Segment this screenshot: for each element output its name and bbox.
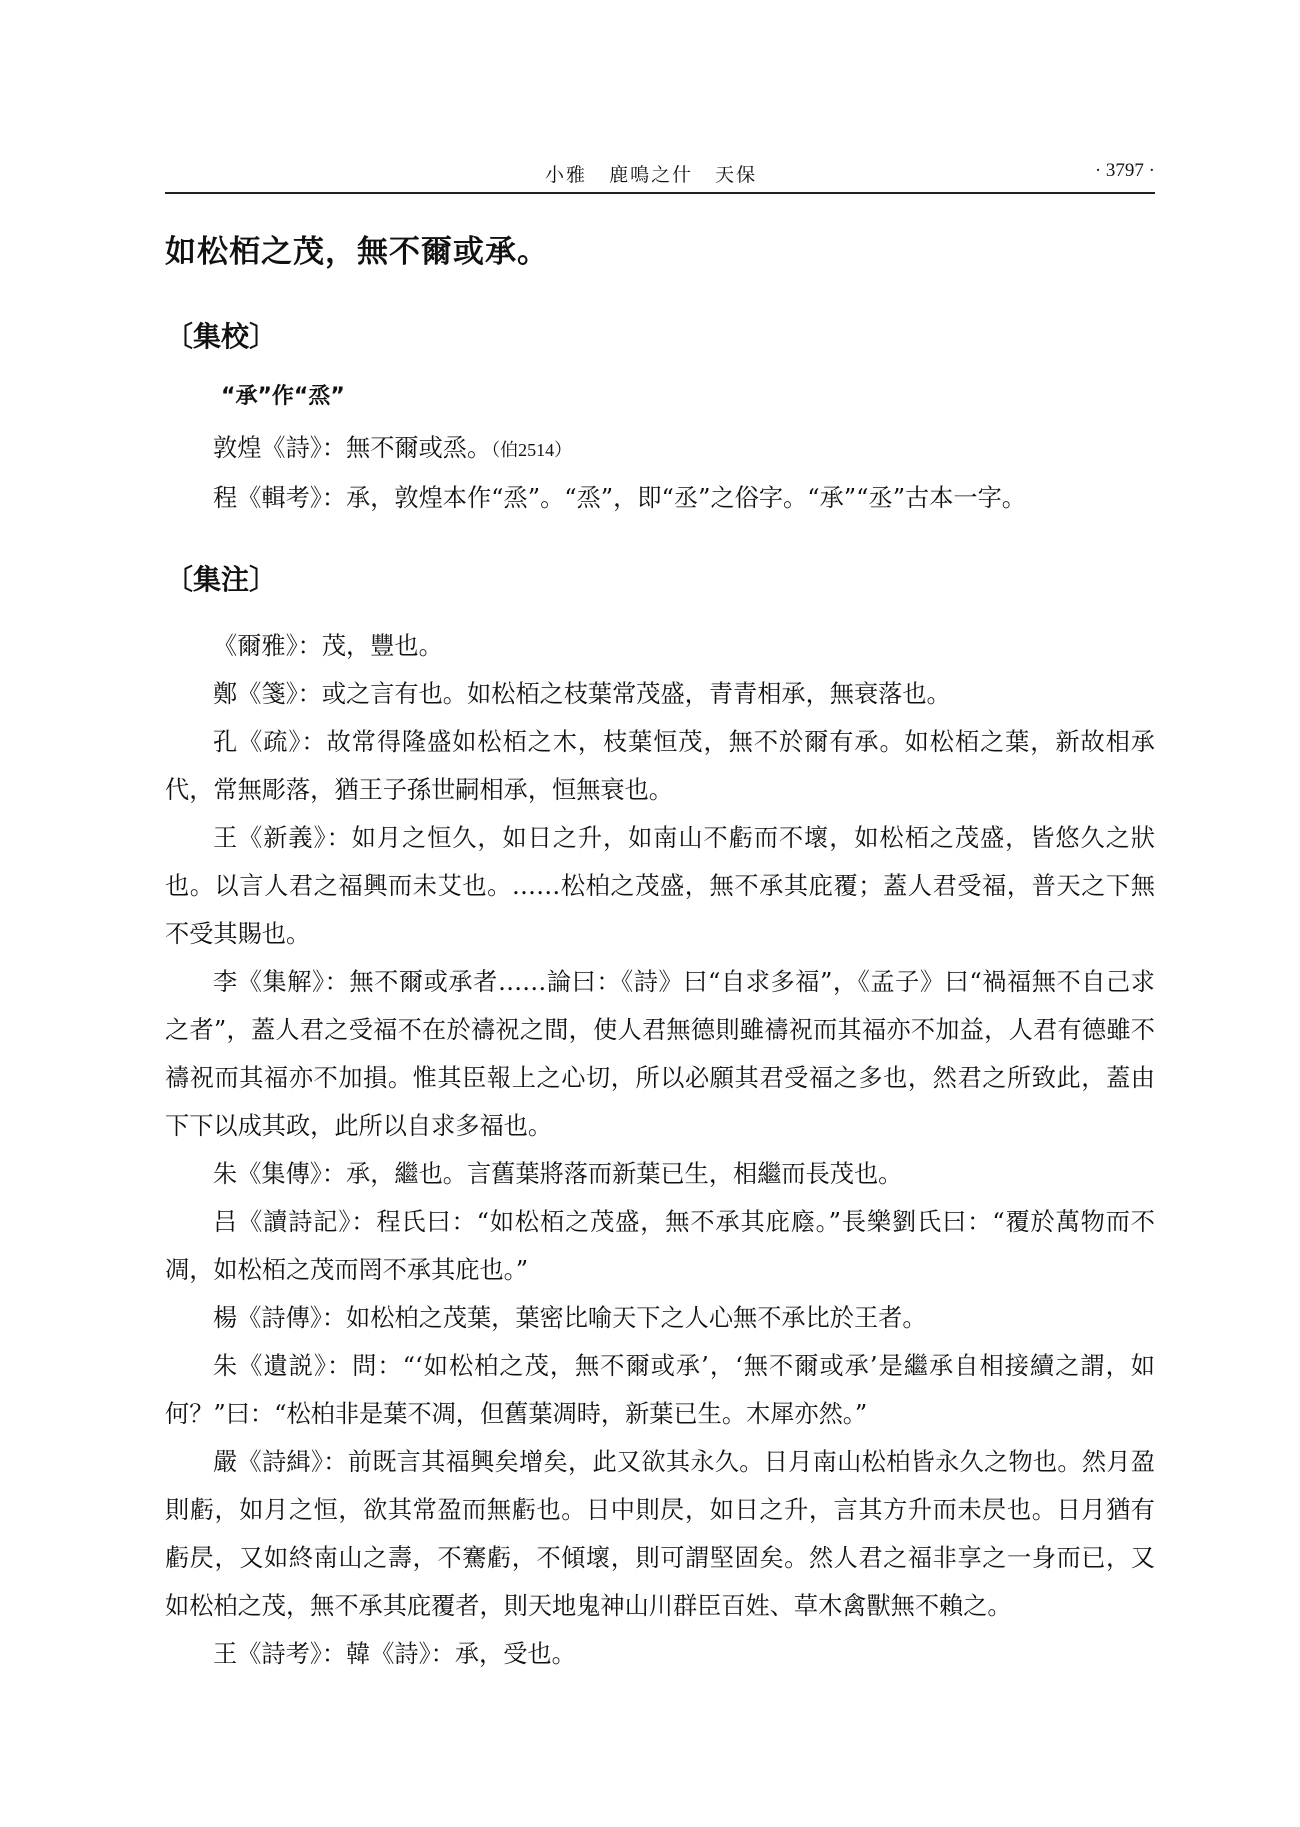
commentary-paragraph: 鄭《箋》：或之言有也。如松栢之枝葉常茂盛，青青相承，無衰落也。 — [213, 680, 951, 708]
commentary-paragraph: 朱《遺説》：問：“‘如松柏之茂，無不爾或承’，‘無不爾或承’是繼承自相接續之謂，如何？”曰：“松柏非是葉不凋，但舊葉凋時，新葉已生。木犀亦然。” — [165, 1352, 1155, 1428]
jizhu-heading: 〔集注〕 — [165, 563, 278, 596]
collation-paragraph — [165, 424, 1155, 474]
jixiao-subheading: “承”作“烝” — [221, 384, 345, 409]
commentary-paragraph: 李《集解》：無不爾或承者……論曰：《詩》曰“自求多福”，《孟子》曰“禍福無不自己求之者”，蓋人君之受福不在於禱祝之間，使人君無德則雖禱祝而其福亦不加益，人君有德雖不禱祝而其福亦不加損。惟其臣報上之心切，所以必願其君受福之多也，然君之所致此，蓋由下下以成其政，此所以自求多福也。 — [165, 968, 1155, 1140]
lemma-line: 如松栢之茂，無不爾或承。 — [165, 234, 549, 270]
commentary-paragraph: 王《詩考》：韓《詩》：承，受也。 — [213, 1640, 576, 1668]
commentary-paragraph: 楊《詩傳》：如松柏之茂葉，葉密比喻天下之人心無不承比於王者。 — [213, 1304, 927, 1332]
header-poem: 天保 — [715, 164, 758, 186]
commentary-paragraph: 嚴《詩緝》：前既言其福興矣增矣，此又欲其永久。日月南山松柏皆永久之物也。然月盈則虧，如月之恒，欲其常盈而無虧也。日中則昃，如日之升，言其方升而未昃也。日月猶有虧昃，又如終南山之壽，不騫虧，不傾壞，則可謂堅固矣。然人君之福非享之一身而已，又如松柏之茂，無不承其庇覆者，則天地鬼神山川群臣百姓、草木禽獸無不賴之。 — [165, 1448, 1155, 1620]
header-section: 小雅 — [545, 164, 588, 186]
collation-paragraph: 程《輯考》：承，敦煌本作“烝”。“烝”，即“丞”之俗字。“承”“丞”古本一字。 — [213, 484, 1026, 512]
running-title — [545, 160, 771, 187]
header-rule — [165, 192, 1155, 194]
manuscript-citation: （伯2514） — [491, 440, 573, 460]
running-header — [165, 160, 1155, 190]
collation-text: 敦煌《詩》：無不爾或烝。 — [213, 434, 492, 462]
page-number: · 3797 · — [1094, 160, 1155, 181]
header-group: 鹿鳴之什 — [609, 164, 694, 186]
commentary-paragraph: 吕《讀詩記》：程氏曰：“如松栢之茂盛，無不承其庇廕。”長樂劉氏曰：“覆於萬物而不凋，如松栢之茂而罔不承其庇也。” — [165, 1208, 1155, 1284]
page-body — [165, 226, 1155, 1678]
commentary-paragraph: 朱《集傳》：承，繼也。言舊葉將落而新葉已生，相繼而長茂也。 — [213, 1160, 903, 1188]
jixiao-heading: 〔集校〕 — [165, 320, 278, 353]
commentary-paragraph: 孔《疏》：故常得隆盛如松栢之木，枝葉恒茂，無不於爾有承。如松栢之葉，新故相承代，常無彫落，猶王子孫世嗣相承，恒無衰也。 — [165, 728, 1155, 804]
commentary-paragraph: 《爾雅》：茂，豐也。 — [213, 632, 443, 660]
commentary-paragraph: 王《新義》：如月之恒久，如日之升，如南山不虧而不壞，如松栢之茂盛，皆悠久之狀也。以言人君之福興而未艾也。……松柏之茂盛，無不承其庇覆；蓋人君受福，普天之下無不受其賜也。 — [165, 824, 1155, 948]
section-gap — [165, 522, 1155, 558]
